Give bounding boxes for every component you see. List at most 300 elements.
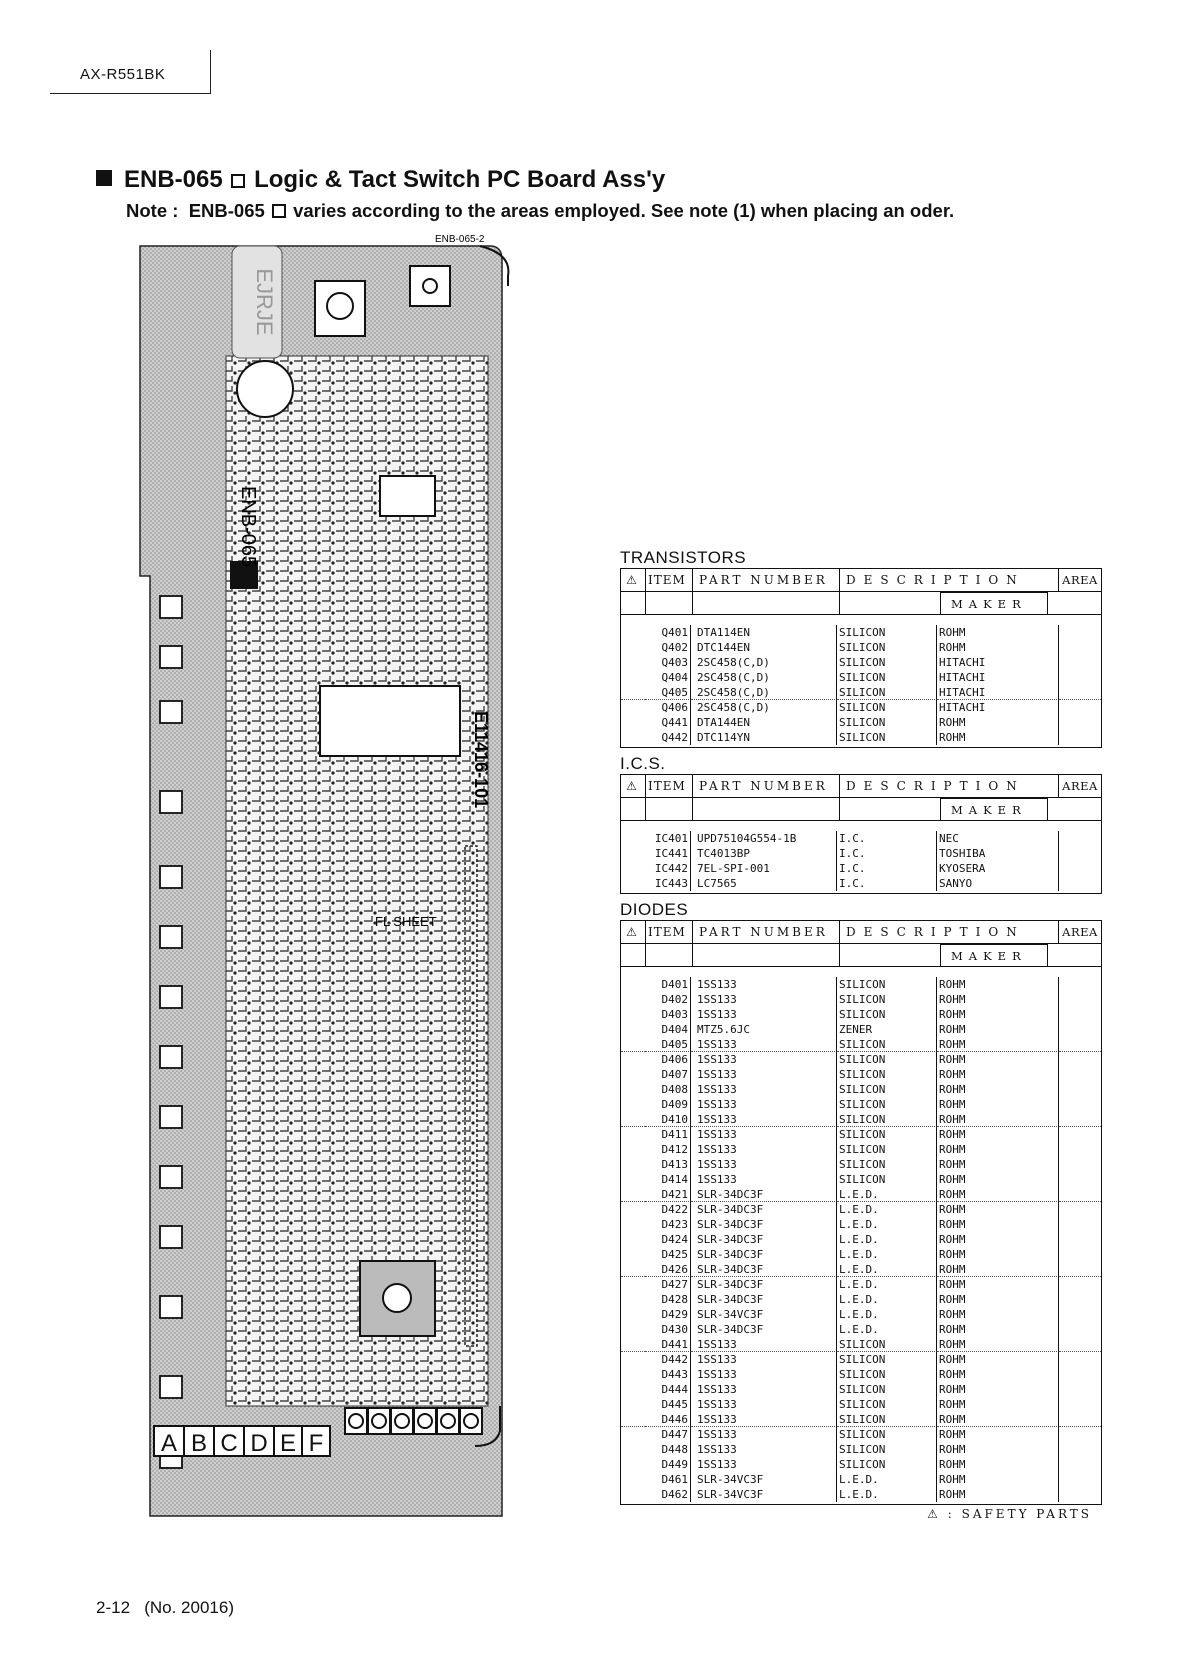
cell-warning <box>621 1382 645 1397</box>
header-part-number: PART NUMBER <box>693 775 840 797</box>
section-title-ics: I.C.S. <box>620 754 666 773</box>
cell-maker: ROHM <box>937 1382 1059 1397</box>
board-key-c: C <box>220 1430 238 1457</box>
cell-area <box>1059 1187 1101 1202</box>
cell-part-number: SLR-34VC3F <box>691 1472 837 1487</box>
cell-warning <box>621 992 645 1007</box>
cell-description: I.C. <box>837 831 937 846</box>
cell-maker: ROHM <box>937 1082 1059 1097</box>
checkbox-glyph-icon <box>272 204 286 218</box>
cell-part-number: 1SS133 <box>691 1457 837 1472</box>
cell-part-number: 1SS133 <box>691 1097 837 1112</box>
cell-part-number: SLR-34DC3F <box>691 1187 837 1202</box>
table-row <box>621 1127 1101 1142</box>
header-maker: MAKER <box>940 944 1048 966</box>
cell-warning <box>621 1292 645 1307</box>
cell-area <box>1059 1442 1101 1457</box>
cell-description: SILICON <box>837 1142 937 1157</box>
cell-maker: ROHM <box>937 625 1059 640</box>
table-row <box>621 1217 1101 1232</box>
table-row <box>621 670 1101 685</box>
cell-maker: ROHM <box>937 1202 1059 1217</box>
table-row <box>621 977 1101 992</box>
cell-description: SILICON <box>837 730 937 745</box>
section-title-diodes: DIODES <box>620 900 689 919</box>
cell-part-number: 1SS133 <box>691 1007 837 1022</box>
cell-description: SILICON <box>837 1442 937 1457</box>
cell-maker: ROHM <box>937 1022 1059 1037</box>
cell-description: SILICON <box>837 1457 937 1472</box>
cell-maker: ROHM <box>937 1007 1059 1022</box>
cell-warning <box>621 1427 645 1442</box>
cell-part-number: DTC114YN <box>691 730 837 745</box>
cell-area <box>1059 1352 1101 1367</box>
table-row <box>621 1472 1101 1487</box>
cell-description: L.E.D. <box>837 1187 937 1202</box>
cell-part-number: 1SS133 <box>691 977 837 992</box>
cell-part-number: DTA144EN <box>691 715 837 730</box>
board-label-fl-sheet: FL SHEET <box>375 914 437 929</box>
cell-part-number: 1SS133 <box>691 992 837 1007</box>
cell-item: Q406 <box>645 700 691 715</box>
table-row <box>621 846 1101 861</box>
cell-item: D442 <box>645 1352 691 1367</box>
cell-warning <box>621 1367 645 1382</box>
cell-part-number: SLR-34DC3F <box>691 1262 837 1277</box>
cell-warning <box>621 1142 645 1157</box>
cell-description: SILICON <box>837 1157 937 1172</box>
cell-warning <box>621 640 645 655</box>
document-number: (No. 20016) <box>144 1598 234 1617</box>
cell-part-number: DTA114EN <box>691 625 837 640</box>
table-row <box>621 992 1101 1007</box>
table-row <box>621 1247 1101 1262</box>
cell-warning <box>621 1007 645 1022</box>
cell-description: SILICON <box>837 1112 937 1127</box>
table-header <box>621 775 1101 798</box>
cell-description: SILICON <box>837 1082 937 1097</box>
table-row <box>621 1277 1101 1292</box>
cell-warning <box>621 700 645 715</box>
cell-description: L.E.D. <box>837 1487 937 1502</box>
cell-warning <box>621 1277 645 1292</box>
note-text: varies according to the areas employed. See note (1) when placing an oder. <box>293 200 955 221</box>
cell-warning <box>621 1262 645 1277</box>
cell-area <box>1059 640 1101 655</box>
cell-item: Q402 <box>645 640 691 655</box>
board-key-a: A <box>160 1430 178 1457</box>
table-row <box>621 1052 1101 1067</box>
cell-description: SILICON <box>837 977 937 992</box>
warning-triangle-icon: ⚠ <box>621 775 646 797</box>
cell-item: IC441 <box>645 846 691 861</box>
cell-description: L.E.D. <box>837 1262 937 1277</box>
cell-item: D445 <box>645 1397 691 1412</box>
table-row <box>621 1382 1101 1397</box>
cell-maker: ROHM <box>937 1037 1059 1052</box>
cell-area <box>1059 655 1101 670</box>
table-row <box>621 1322 1101 1337</box>
cell-description: SILICON <box>837 1337 937 1352</box>
header-area: AREA <box>1062 925 1098 939</box>
cell-maker: ROHM <box>937 1142 1059 1157</box>
cell-item: D443 <box>645 1367 691 1382</box>
cell-part-number: 2SC458(C,D) <box>691 685 837 700</box>
cell-part-number: SLR-34DC3F <box>691 1232 837 1247</box>
cell-area <box>1059 1307 1101 1322</box>
cell-maker: ROHM <box>937 1187 1059 1202</box>
cell-area <box>1059 1007 1101 1022</box>
cell-warning <box>621 977 645 992</box>
cell-description: SILICON <box>837 992 937 1007</box>
cell-description: SILICON <box>837 655 937 670</box>
board-logo: EJRJE <box>252 268 277 336</box>
note-line <box>126 200 954 222</box>
cell-maker: ROHM <box>937 1412 1059 1427</box>
cell-item: D428 <box>645 1292 691 1307</box>
cell-part-number: 2SC458(C,D) <box>691 655 837 670</box>
table-header <box>621 569 1101 592</box>
cell-description: SILICON <box>837 1397 937 1412</box>
cell-item: IC443 <box>645 876 691 891</box>
maker-header-row <box>621 592 1101 615</box>
header-item: ITEM <box>646 921 693 943</box>
table-row <box>621 1232 1101 1247</box>
cell-warning <box>621 715 645 730</box>
cell-description: SILICON <box>837 1412 937 1427</box>
cell-maker: ROHM <box>937 1157 1059 1172</box>
cell-area <box>1059 1097 1101 1112</box>
cell-area <box>1059 1277 1101 1292</box>
cell-warning <box>621 1487 645 1502</box>
cell-part-number: 1SS133 <box>691 1082 837 1097</box>
cell-item: D406 <box>645 1052 691 1067</box>
header-area: AREA <box>1062 779 1098 793</box>
cell-maker: ROHM <box>937 1277 1059 1292</box>
cell-description: L.E.D. <box>837 1292 937 1307</box>
cell-area <box>1059 1127 1101 1142</box>
cell-part-number: UPD75104G554-1B <box>691 831 837 846</box>
table-row <box>621 655 1101 670</box>
table-row <box>621 730 1101 745</box>
table-row <box>621 625 1101 640</box>
cell-item: D444 <box>645 1382 691 1397</box>
page-number: 2-12 <box>96 1598 131 1617</box>
cell-item: D447 <box>645 1427 691 1442</box>
cell-item: D401 <box>645 977 691 992</box>
cell-area <box>1059 1172 1101 1187</box>
cell-warning <box>621 876 645 891</box>
cell-description: SILICON <box>837 1127 937 1142</box>
cell-maker: ROHM <box>937 1457 1059 1472</box>
cell-item: D411 <box>645 1127 691 1142</box>
cell-maker: ROHM <box>937 1442 1059 1457</box>
table-row <box>621 1097 1101 1112</box>
table-row <box>621 1187 1101 1202</box>
cell-warning <box>621 1322 645 1337</box>
warning-triangle-icon: ⚠ <box>621 921 646 943</box>
cell-area <box>1059 861 1101 876</box>
board-key-b: B <box>190 1430 208 1457</box>
cell-maker: ROHM <box>937 1127 1059 1142</box>
cell-area <box>1059 1037 1101 1052</box>
cell-area <box>1059 1217 1101 1232</box>
cell-area <box>1059 846 1101 861</box>
cell-warning <box>621 1397 645 1412</box>
cell-description: SILICON <box>837 1427 937 1442</box>
cell-part-number: 7EL-SPI-001 <box>691 861 837 876</box>
cell-item: D441 <box>645 1337 691 1352</box>
cell-warning <box>621 1112 645 1127</box>
cell-maker: ROHM <box>937 1397 1059 1412</box>
diodes-table <box>620 920 1102 1505</box>
cell-area <box>1059 977 1101 992</box>
cell-maker: SANYO <box>937 876 1059 891</box>
cell-area <box>1059 730 1101 745</box>
cell-part-number: 1SS133 <box>691 1412 837 1427</box>
warning-triangle-icon: ⚠ <box>621 569 646 591</box>
cell-warning <box>621 861 645 876</box>
ics-rows <box>621 821 1101 893</box>
cell-item: D410 <box>645 1112 691 1127</box>
cell-description: SILICON <box>837 1172 937 1187</box>
cell-area <box>1059 1232 1101 1247</box>
page-title <box>96 166 665 194</box>
cell-area <box>1059 1142 1101 1157</box>
cell-area <box>1059 1082 1101 1097</box>
cell-area <box>1059 625 1101 640</box>
cell-item: D424 <box>645 1232 691 1247</box>
cell-warning <box>621 1232 645 1247</box>
board-key-e: E <box>279 1430 297 1457</box>
cell-part-number: 1SS133 <box>691 1352 837 1367</box>
table-row <box>621 1337 1101 1352</box>
cell-warning <box>621 1022 645 1037</box>
cell-maker: ROHM <box>937 1307 1059 1322</box>
table-row <box>621 1487 1101 1502</box>
cell-warning <box>621 730 645 745</box>
cell-warning <box>621 1172 645 1187</box>
board-id-label: ENB-065-2 <box>435 234 485 245</box>
bullet-square-icon <box>96 170 112 186</box>
cell-item: D403 <box>645 1007 691 1022</box>
cell-maker: ROHM <box>937 1322 1059 1337</box>
cell-maker: KYOSERA <box>937 861 1059 876</box>
table-row <box>621 1082 1101 1097</box>
cell-description: I.C. <box>837 846 937 861</box>
cell-item: D423 <box>645 1217 691 1232</box>
cell-area <box>1059 1067 1101 1082</box>
model-number: AX-R551BK <box>80 66 166 83</box>
cell-warning <box>621 1052 645 1067</box>
cell-maker: ROHM <box>937 1262 1059 1277</box>
cell-item: D446 <box>645 1412 691 1427</box>
table-row <box>621 1352 1101 1367</box>
cell-part-number: 1SS133 <box>691 1052 837 1067</box>
cell-part-number: 2SC458(C,D) <box>691 670 837 685</box>
header-item: ITEM <box>646 775 693 797</box>
cell-maker: TOSHIBA <box>937 846 1059 861</box>
cell-part-number: SLR-34DC3F <box>691 1247 837 1262</box>
cell-description: SILICON <box>837 1037 937 1052</box>
cell-warning <box>621 655 645 670</box>
cell-maker: ROHM <box>937 1067 1059 1082</box>
cell-description: ZENER <box>837 1022 937 1037</box>
cell-maker: ROHM <box>937 1247 1059 1262</box>
table-header <box>621 921 1101 944</box>
title-suffix: Logic & Tact Switch PC Board Ass'y <box>254 166 666 193</box>
cell-description: SILICON <box>837 700 937 715</box>
header-rule <box>50 93 210 94</box>
cell-item: D426 <box>645 1262 691 1277</box>
cell-part-number: 1SS133 <box>691 1037 837 1052</box>
note-part: ENB-065 <box>188 200 265 221</box>
cell-maker: ROHM <box>937 730 1059 745</box>
cell-warning <box>621 1337 645 1352</box>
cell-area <box>1059 1487 1101 1502</box>
cell-area <box>1059 670 1101 685</box>
cell-part-number: 1SS133 <box>691 1112 837 1127</box>
cell-item: D405 <box>645 1037 691 1052</box>
cell-maker: ROHM <box>937 1112 1059 1127</box>
cell-part-number: MTZ5.6JC <box>691 1022 837 1037</box>
cell-maker: ROHM <box>937 992 1059 1007</box>
table-row <box>621 1457 1101 1472</box>
cell-warning <box>621 1067 645 1082</box>
cell-item: D427 <box>645 1277 691 1292</box>
cell-item: D407 <box>645 1067 691 1082</box>
cell-part-number: SLR-34DC3F <box>691 1217 837 1232</box>
cell-item: Q442 <box>645 730 691 745</box>
cell-maker: ROHM <box>937 1052 1059 1067</box>
cell-description: L.E.D. <box>837 1232 937 1247</box>
cell-item: D409 <box>645 1097 691 1112</box>
cell-area <box>1059 1397 1101 1412</box>
cell-area <box>1059 876 1101 891</box>
cell-item: Q441 <box>645 715 691 730</box>
cell-warning <box>621 1442 645 1457</box>
board-label-part-no: E11416-101 <box>471 711 491 809</box>
cell-part-number: 2SC458(C,D) <box>691 700 837 715</box>
board-key-d: D <box>250 1430 268 1457</box>
cell-maker: HITACHI <box>937 700 1059 715</box>
cell-maker: ROHM <box>937 640 1059 655</box>
cell-area <box>1059 1022 1101 1037</box>
cell-maker: ROHM <box>937 1337 1059 1352</box>
cell-area <box>1059 1457 1101 1472</box>
cell-description: L.E.D. <box>837 1217 937 1232</box>
table-row <box>621 1007 1101 1022</box>
table-row <box>621 1157 1101 1172</box>
cell-area <box>1059 1367 1101 1382</box>
cell-description: SILICON <box>837 1097 937 1112</box>
checkbox-glyph-icon <box>231 174 245 188</box>
cell-part-number: 1SS133 <box>691 1142 837 1157</box>
cell-maker: ROHM <box>937 1232 1059 1247</box>
cell-description: L.E.D. <box>837 1202 937 1217</box>
table-row <box>621 1442 1101 1457</box>
cell-part-number: SLR-34VC3F <box>691 1487 837 1502</box>
cell-description: SILICON <box>837 625 937 640</box>
cell-item: D414 <box>645 1172 691 1187</box>
cell-description: L.E.D. <box>837 1307 937 1322</box>
cell-area <box>1059 1157 1101 1172</box>
table-row <box>621 861 1101 876</box>
cell-area <box>1059 1337 1101 1352</box>
cell-part-number: TC4013BP <box>691 846 837 861</box>
cell-maker: ROHM <box>937 1352 1059 1367</box>
table-row <box>621 1262 1101 1277</box>
cell-warning <box>621 1307 645 1322</box>
header-part-number: PART NUMBER <box>693 569 840 591</box>
table-row <box>621 1367 1101 1382</box>
cell-part-number: 1SS133 <box>691 1337 837 1352</box>
header-area: AREA <box>1062 573 1098 587</box>
cell-maker: HITACHI <box>937 685 1059 700</box>
cell-part-number: 1SS133 <box>691 1157 837 1172</box>
cell-part-number: 1SS133 <box>691 1172 837 1187</box>
diodes-rows <box>621 967 1101 1504</box>
cell-description: SILICON <box>837 1367 937 1382</box>
table-row <box>621 1037 1101 1052</box>
cell-warning <box>621 625 645 640</box>
cell-description: L.E.D. <box>837 1322 937 1337</box>
cell-part-number: 1SS133 <box>691 1367 837 1382</box>
cell-maker: ROHM <box>937 1097 1059 1112</box>
cell-description: L.E.D. <box>837 1247 937 1262</box>
table-row <box>621 1397 1101 1412</box>
cell-description: SILICON <box>837 1067 937 1082</box>
cell-part-number: 1SS133 <box>691 1427 837 1442</box>
pc-board-illustration <box>140 234 552 1542</box>
cell-item: Q403 <box>645 655 691 670</box>
cell-maker: ROHM <box>937 1472 1059 1487</box>
cell-maker: ROHM <box>937 1427 1059 1442</box>
cell-warning <box>621 1127 645 1142</box>
table-row <box>621 1202 1101 1217</box>
cell-description: SILICON <box>837 1007 937 1022</box>
table-row <box>621 1412 1101 1427</box>
cell-part-number: 1SS133 <box>691 1442 837 1457</box>
cell-area <box>1059 831 1101 846</box>
cell-part-number: 1SS133 <box>691 1067 837 1082</box>
cell-warning <box>621 1082 645 1097</box>
cell-area <box>1059 1052 1101 1067</box>
cell-area <box>1059 700 1101 715</box>
cell-warning <box>621 1352 645 1367</box>
cell-warning <box>621 670 645 685</box>
cell-warning <box>621 1412 645 1427</box>
cell-description: SILICON <box>837 715 937 730</box>
cell-part-number: 1SS133 <box>691 1397 837 1412</box>
table-row <box>621 1172 1101 1187</box>
cell-area <box>1059 1112 1101 1127</box>
cell-description: SILICON <box>837 1352 937 1367</box>
table-row <box>621 685 1101 700</box>
safety-note: ⚠ : SAFETY PARTS <box>927 1507 1092 1521</box>
cell-item: D430 <box>645 1322 691 1337</box>
cell-warning <box>621 1037 645 1052</box>
table-row <box>621 1112 1101 1127</box>
table-row <box>621 1427 1101 1442</box>
cell-description: SILICON <box>837 670 937 685</box>
cell-part-number: LC7565 <box>691 876 837 891</box>
header-description: DESCRIPTION <box>840 569 1059 591</box>
cell-area <box>1059 992 1101 1007</box>
note-label: Note : <box>126 200 179 221</box>
cell-warning <box>621 1217 645 1232</box>
warning-triangle-icon: ⚠ <box>927 1507 948 1521</box>
